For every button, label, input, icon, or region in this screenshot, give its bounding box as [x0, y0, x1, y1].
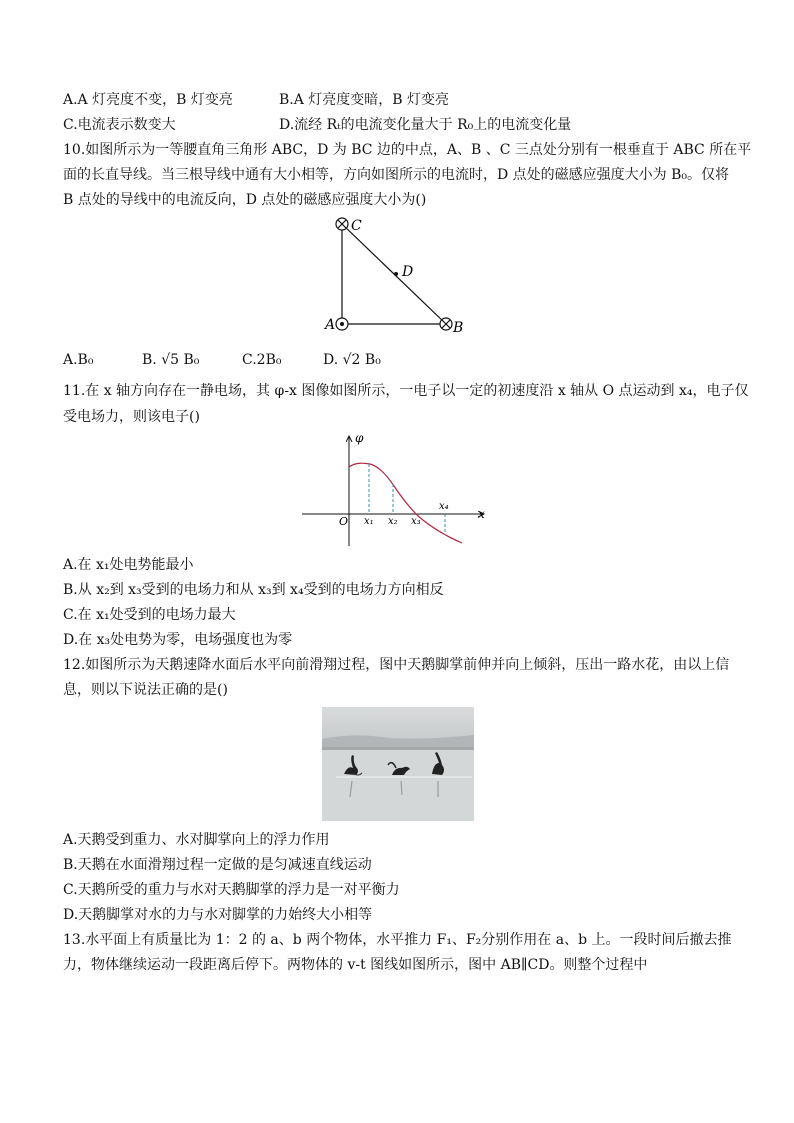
x2-label: x₂ — [388, 516, 398, 527]
point-d-dot — [394, 272, 398, 276]
q13-stem-line-1: 13.水平面上有质量比为 1：2 的 a、b 两个物体，水平推力 F₁、F₂分别作用在 a、b 上。一段时间后撤去推 — [63, 932, 732, 948]
q12-option-c: C.天鹅所受的重力与水对天鹅脚掌的浮力是一对平衡力 — [63, 882, 400, 898]
x1-label: x₁ — [364, 516, 374, 527]
x-axis-label: x — [478, 507, 485, 521]
label-a: A — [325, 317, 336, 333]
wire-a-out-icon — [336, 318, 348, 330]
q10-stem-line-1: 10.如图所示为一等腰直角三角形 ABC，D 为 BC 边的中点，A、B 、C 三点处分别有一根垂直于 ABC 所在平 — [63, 142, 752, 158]
x3-label: x₃ — [411, 516, 421, 527]
q10-option-c: C.2B₀ — [242, 352, 282, 368]
label-d: D — [402, 264, 414, 280]
q10-triangle-figure — [320, 210, 480, 335]
q12-stem-line-1: 12.如图所示为天鹅速降水面后水平向前滑翔过程，图中天鹅脚掌前伸并向上倾斜，压出一路水花，由以上信 — [63, 657, 730, 673]
label-c: C — [351, 218, 362, 234]
q12-option-b: B.天鹅在水面滑翔过程一定做的是匀减速直线运动 — [63, 857, 372, 873]
q9-option-b: B.A 灯亮度变暗，B 灯变亮 — [279, 92, 450, 108]
q12-swan-photo — [322, 707, 474, 821]
q12-option-d: D.天鹅脚掌对水的力与水对脚掌的力始终大小相等 — [63, 907, 373, 923]
origin-label: O — [339, 515, 349, 528]
q10-option-b: B. √5 B₀ — [142, 352, 200, 368]
q9-option-c: C.电流表示数变大 — [63, 117, 176, 133]
q9-option-a: A.A 灯亮度不变，B 灯变亮 — [63, 92, 233, 108]
q11-option-b: B.从 x₂到 x₃受到的电场力和从 x₃到 x₄受到的电场力方向相反 — [63, 582, 444, 598]
q10-stem-line-3: B 点处的导线中的电流反向，D 点处的磁感应强度大小为() — [63, 192, 427, 208]
q11-phi-x-graph — [298, 430, 490, 550]
q11-stem-line-2: 受电场力，则该电子() — [63, 409, 200, 425]
q11-option-a: A.在 x₁处电势能最小 — [63, 557, 194, 573]
q10-option-d: D. √2 B₀ — [323, 352, 381, 368]
wire-c-into-icon — [336, 218, 348, 230]
q12-option-a: A.天鹅受到重力、水对脚掌向上的浮力作用 — [63, 832, 330, 848]
x4-label: x₄ — [439, 501, 449, 512]
q13-stem-line-2: 力，物体继续运动一段距离后停下。两物体的 v-t 图线如图所示，图中 AB∥CD。则整个过程中 — [63, 957, 648, 973]
q9-option-d: D.流经 Rₜ的电流变化量大于 R₀上的电流变化量 — [279, 117, 572, 133]
q11-stem-line-1: 11.在 x 轴方向存在一静电场，其 φ-x 图像如图所示，一电子以一定的初速度沿 x 轴从 O 点运动到 x₄，电子仅 — [63, 383, 749, 399]
q10-option-a: A.B₀ — [63, 352, 94, 368]
q12-stem-line-2: 息，则以下说法正确的是() — [63, 682, 228, 698]
wire-b-into-icon — [440, 318, 452, 330]
q11-option-c: C.在 x₁处受到的电场力最大 — [63, 607, 236, 623]
label-b: B — [453, 320, 464, 335]
y-axis-label: φ — [355, 431, 364, 445]
q10-stem-line-2: 面的长直导线。当三根导线中通有大小相等，方向如图所示的电流时，D 点处的磁感应强度大小为 B₀。仅将 — [63, 167, 730, 183]
q11-option-d: D.在 x₃处电势为零，电场强度也为零 — [63, 632, 293, 648]
